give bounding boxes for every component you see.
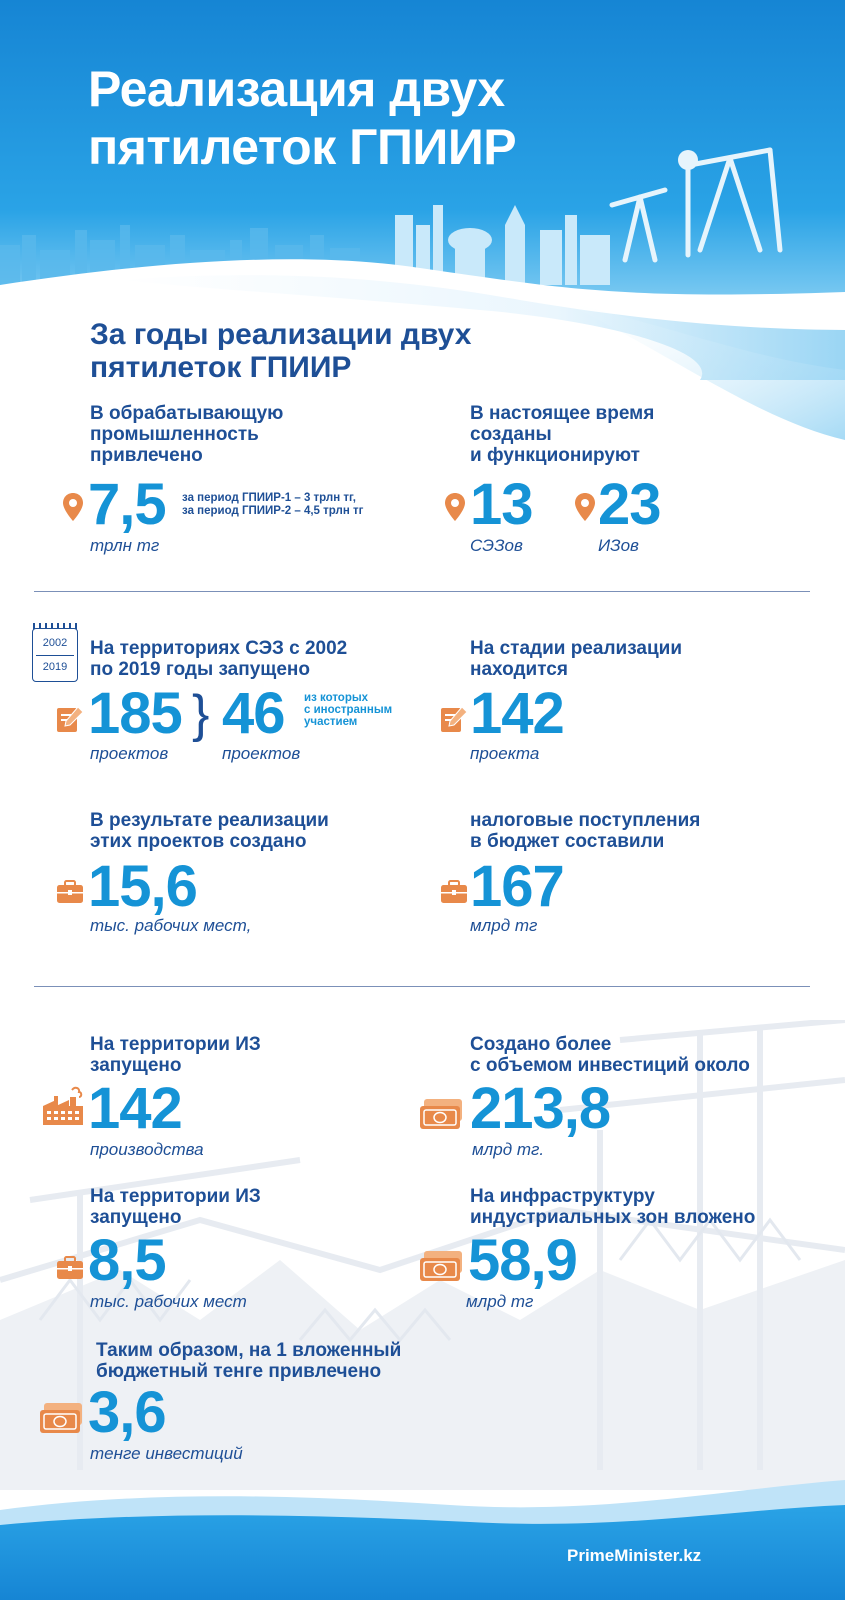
money-bills-icon <box>38 1402 84 1434</box>
section-divider <box>34 591 810 592</box>
page-title <box>88 60 516 176</box>
document-pencil-icon <box>56 705 84 733</box>
block10-label: На инфраструктуру индустриальных зон вложено <box>470 1186 756 1228</box>
block11-value: 3,6 <box>88 1380 166 1445</box>
section-title-line-2: пятилеток ГПИИР <box>90 351 352 384</box>
block6-value: 167 <box>470 854 564 919</box>
block5-value: 15,6 <box>88 854 197 919</box>
location-pin-icon <box>444 492 466 522</box>
block9-value: 8,5 <box>88 1228 166 1293</box>
briefcase-icon <box>440 880 468 904</box>
block4-unit: проекта <box>470 744 540 763</box>
block5-label: В результате реализации этих проектов создано <box>90 810 329 852</box>
block10-value: 58,9 <box>468 1228 577 1293</box>
footer-background <box>0 1470 845 1600</box>
location-pin-icon <box>62 492 84 522</box>
section-title-line-1: За годы реализации двух <box>90 318 472 351</box>
block1-note: за период ГПИИР-1 – 3 трлн тг, за период ГПИИР-2 – 4,5 трлн тг <box>182 492 364 517</box>
title-line-2: пятилеток ГПИИР <box>88 119 517 175</box>
block8-unit: млрд тг. <box>472 1140 545 1159</box>
footer-site[interactable]: PrimeMinister.kz <box>567 1546 702 1565</box>
block2-value-sez: 13 <box>470 472 533 537</box>
block3-unit-foreign: проектов <box>222 744 301 763</box>
block2-unit-iz: ИЗов <box>598 536 639 555</box>
block8-label: Создано более с объемом инвестиций около <box>470 1034 750 1076</box>
block2-label: В настоящее время созданы и функционируют <box>470 403 655 466</box>
block3-unit-total: проектов <box>90 744 169 763</box>
block11-label: Таким образом, на 1 вложенный бюджетный тенге привлечено <box>96 1340 402 1382</box>
section-title <box>90 318 471 384</box>
block3-value-foreign: 46 <box>222 681 285 746</box>
block4-value: 142 <box>470 681 564 746</box>
block7-unit: производства <box>90 1140 204 1159</box>
block1-value: 7,5 <box>88 472 166 537</box>
calendar-year-start: 2002 <box>42 637 68 649</box>
block4-label: На стадии реализации находится <box>470 638 682 680</box>
section-divider <box>34 986 810 987</box>
money-bills-icon <box>418 1250 464 1282</box>
block11-unit: тенге инвестиций <box>90 1444 243 1463</box>
calendar-icon <box>32 628 78 682</box>
block8-value: 213,8 <box>470 1076 611 1141</box>
block2-unit-sez: СЭЗов <box>470 536 523 555</box>
factory-icon <box>42 1086 84 1126</box>
block5-unit: тыс. рабочих мест, <box>90 916 252 935</box>
block10-unit: млрд тг <box>466 1292 534 1311</box>
briefcase-icon <box>56 880 84 904</box>
block3-label: На территориях СЭЗ с 2002 по 2019 годы запущено <box>90 638 348 680</box>
block1-unit: трлн тг <box>90 536 160 555</box>
block2-value-iz: 23 <box>598 472 661 537</box>
block7-value: 142 <box>88 1076 182 1141</box>
brace-symbol: } <box>192 685 210 743</box>
block9-unit: тыс. рабочих мест <box>90 1292 247 1311</box>
block9-label: На территории ИЗ запущено <box>90 1186 261 1228</box>
calendar-year-end: 2019 <box>42 661 68 673</box>
block1-label: В обрабатывающую промышленность привлечено <box>90 403 284 466</box>
location-pin-icon <box>574 492 596 522</box>
block6-unit: млрд тг <box>470 916 538 935</box>
block7-label: На территории ИЗ запущено <box>90 1034 261 1076</box>
document-pencil-icon <box>440 705 468 733</box>
block3-note: из которых с иностранным участием <box>304 692 393 728</box>
money-bills-icon <box>418 1098 464 1130</box>
title-line-1: Реализация двух <box>88 61 505 117</box>
block6-label: налоговые поступления в бюджет составили <box>470 810 701 852</box>
block3-value-total: 185 <box>88 681 182 746</box>
briefcase-icon <box>56 1256 84 1280</box>
